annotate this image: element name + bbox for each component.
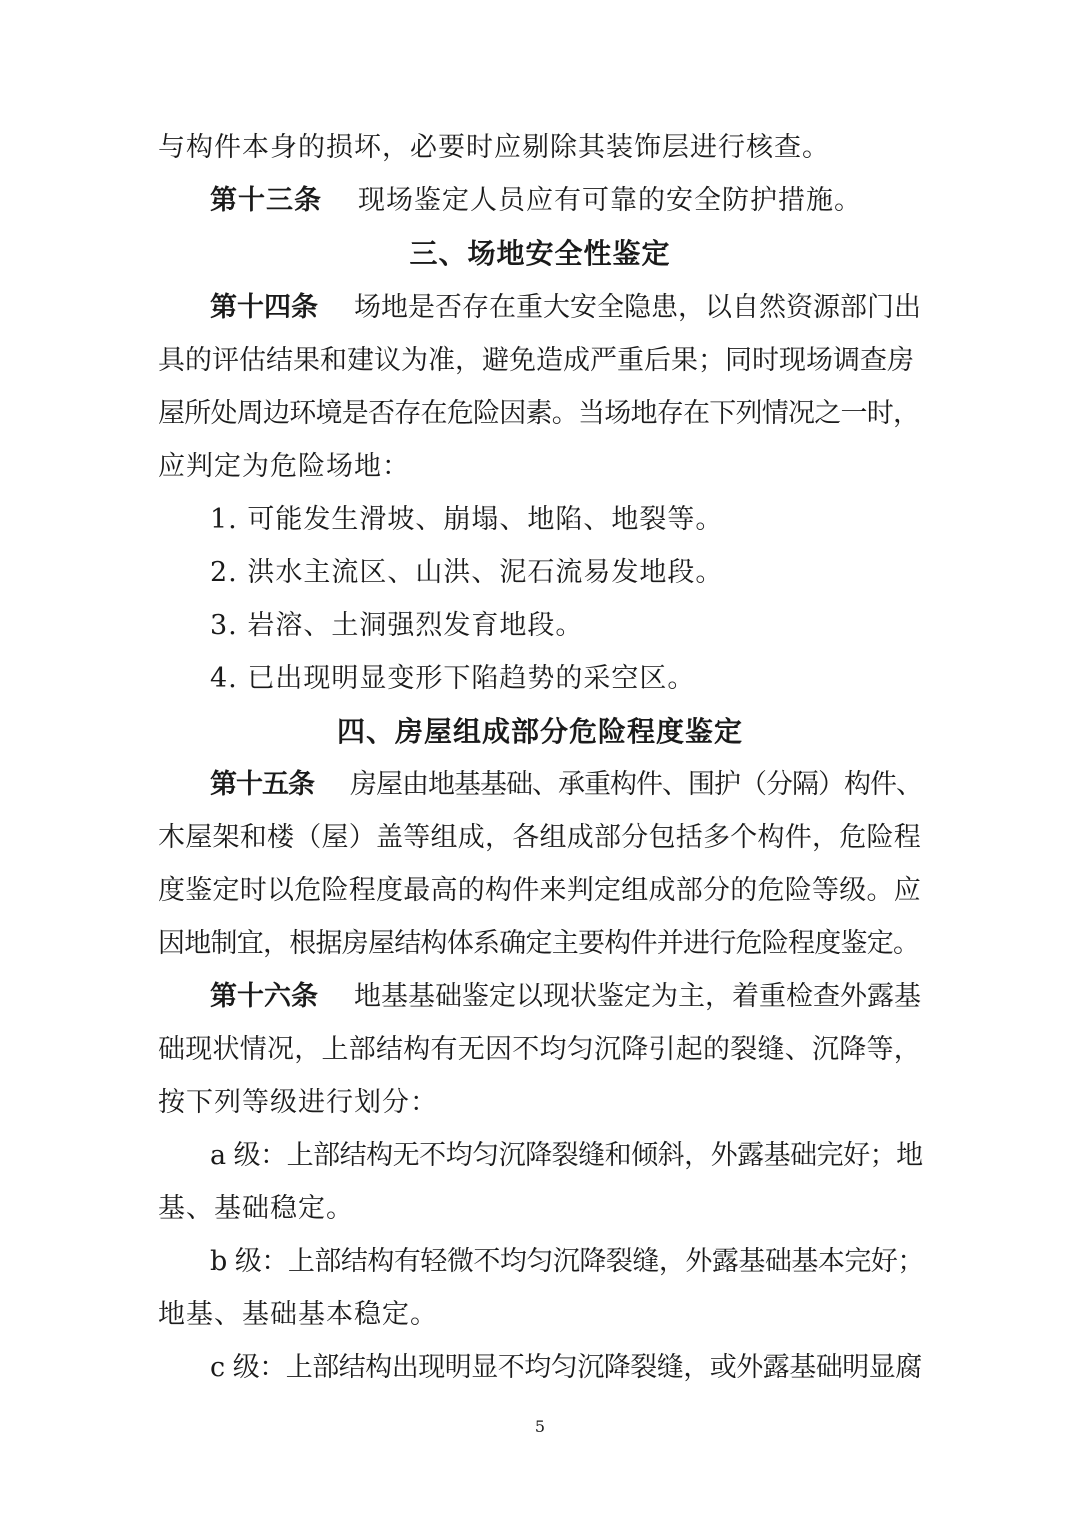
article-label: 第十四条 bbox=[210, 292, 318, 323]
article-14 bbox=[210, 291, 921, 325]
line-text: 具的评估结果和建议为准，避免造成严重后果；同时现场调查房 bbox=[158, 345, 914, 376]
paragraph-line bbox=[158, 344, 924, 378]
paragraph-line: 应判定为危险场地： bbox=[158, 451, 410, 482]
paragraph-line: 度鉴定时以危险程度最高的构件来判定组成部分的危险等级。应 bbox=[158, 875, 921, 906]
article-15 bbox=[210, 768, 922, 802]
paragraph-line: 与构件本身的损坏，必要时应剔除其装饰层进行核查。 bbox=[158, 132, 830, 163]
section-heading: 四、房屋组成部分危险程度鉴定 bbox=[336, 715, 743, 748]
article-label: 第十三条 bbox=[210, 185, 322, 216]
list-item: 3. 岩溶、土洞强烈发育地段。 bbox=[210, 610, 584, 641]
article-text: 现场鉴定人员应有可靠的安全防护措施。 bbox=[358, 185, 862, 216]
page-number: 5 bbox=[534, 1417, 546, 1436]
grade-item: a 级：上部结构无不均匀沉降裂缝和倾斜，外露基础完好；地 bbox=[210, 1140, 923, 1171]
article-text: 场地是否存在重大安全隐患，以自然资源部门出 bbox=[354, 292, 921, 323]
paragraph-line: 按下列等级进行划分： bbox=[158, 1087, 438, 1118]
article-13 bbox=[210, 184, 862, 218]
article-16 bbox=[210, 980, 921, 1014]
grade-item: b 级：上部结构有轻微不均匀沉降裂缝，外露基础基本完好； bbox=[210, 1246, 924, 1277]
paragraph-line: 因地制宜，根据房屋结构体系确定主要构件并进行危险程度鉴定。 bbox=[158, 928, 920, 959]
list-item: 2. 洪水主流区、山洪、泥石流易发地段。 bbox=[210, 557, 724, 588]
paragraph-line: 地基、基础基本稳定。 bbox=[158, 1299, 438, 1330]
list-item: 1. 可能发生滑坡、崩塌、地陷、地裂等。 bbox=[210, 504, 724, 535]
grade-item: c 级：上部结构出现明显不均匀沉降裂缝，或外露基础明显腐 bbox=[210, 1352, 922, 1383]
list-item: 4. 已出现明显变形下陷趋势的采空区。 bbox=[210, 663, 696, 694]
section-heading: 三、场地安全性鉴定 bbox=[409, 237, 671, 270]
article-label: 第十五条 bbox=[210, 769, 314, 800]
article-text: 地基基础鉴定以现状鉴定为主，着重检查外露基 bbox=[354, 981, 921, 1012]
article-label: 第十六条 bbox=[210, 981, 318, 1012]
paragraph-line: 础现状情况，上部结构有无因不均匀沉降引起的裂缝、沉降等， bbox=[158, 1034, 921, 1065]
paragraph-line: 基、基础稳定。 bbox=[158, 1193, 354, 1224]
article-text: 房屋由地基基础、承重构件、围护（分隔）构件、 bbox=[350, 769, 922, 800]
paragraph-line: 木屋架和楼（屋）盖等组成，各组成部分包括多个构件，危险程 bbox=[158, 822, 921, 853]
paragraph-line: 屋所处周边环境是否存在危险因素。当场地存在下列情况之一时， bbox=[158, 398, 920, 429]
